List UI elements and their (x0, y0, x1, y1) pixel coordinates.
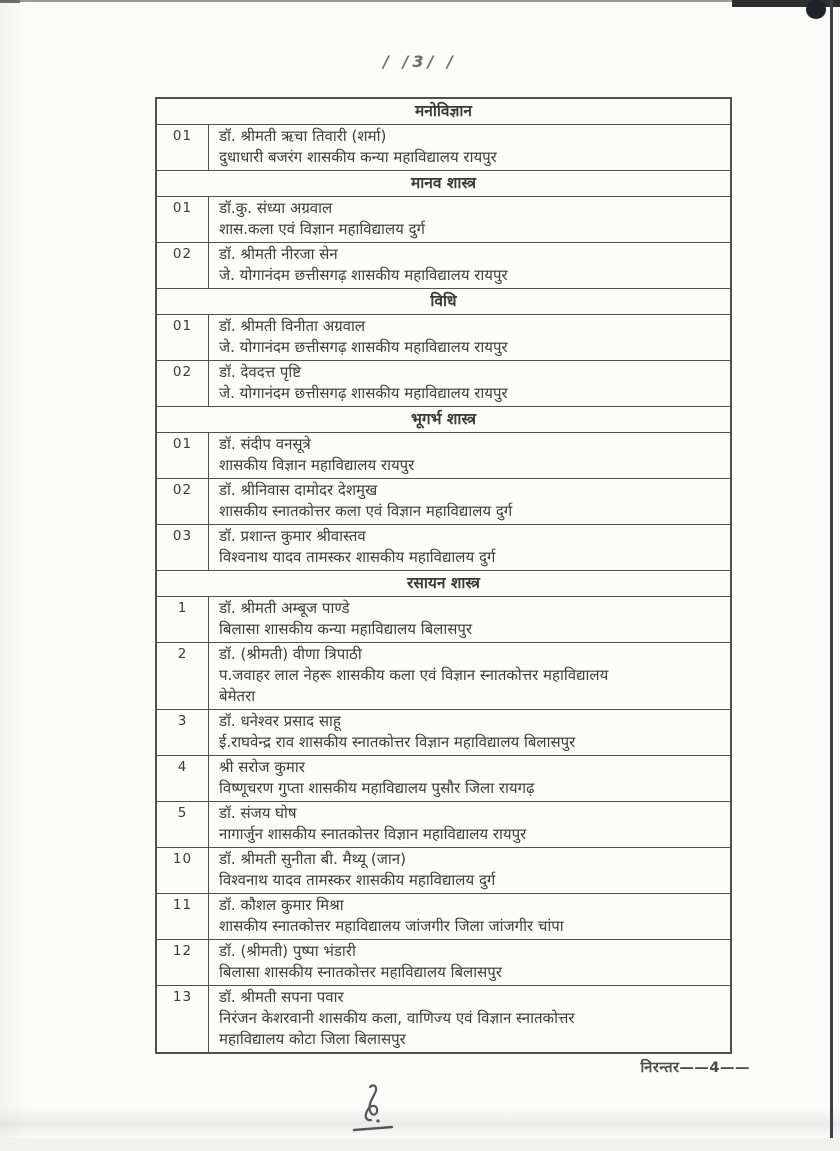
institution-name: शासकीय विज्ञान महाविद्यालय रायपुर (219, 456, 415, 474)
continuation-note: निरन्तर——4—— (640, 1060, 750, 1076)
institution-name: बेमेतरा (219, 687, 256, 705)
entry-cell (209, 315, 730, 360)
serial-number-cell: 01 (157, 315, 209, 360)
person-name: डॉ. श्रीनिवास दामोदर देशमुख (219, 481, 378, 499)
page-number: / /3/ / (383, 52, 457, 71)
person-name: डॉ. कौशल कुमार मिश्रा (219, 896, 344, 914)
section-header: मानव शास्त्र (157, 170, 730, 196)
table-row (157, 478, 730, 524)
person-name: डॉ. (श्रीमती) वीणा त्रिपाठी (219, 645, 362, 663)
institution-name: निरंजन केशरवानी शासकीय कला, वाणिज्य एवं विज्ञान स्नातकोत्तर (219, 1009, 575, 1027)
entry-cell (209, 479, 730, 524)
serial-number-cell: 02 (157, 361, 209, 406)
serial-number-cell: 12 (157, 940, 209, 985)
scan-bottom-edge (0, 1138, 840, 1151)
document-content (155, 97, 750, 1139)
entry-cell (209, 802, 730, 847)
table-row (157, 196, 730, 242)
entry-cell (209, 525, 730, 570)
serial-number-cell: 01 (157, 433, 209, 478)
person-name: डॉ. धनेश्वर प्रसाद साहू (219, 712, 341, 730)
table-row (157, 242, 730, 288)
person-name: डॉ.कु. संध्या अग्रवाल (219, 199, 333, 217)
serial-number-cell: 02 (157, 243, 209, 288)
person-name: डॉ. श्रीमती अम्बूज पाण्डे (219, 599, 350, 617)
serial-number-cell: 13 (157, 986, 209, 1052)
person-name: डॉ. श्रीमती सपना पवार (219, 988, 344, 1006)
institution-name: शासकीय स्नातकोत्तर कला एवं विज्ञान महाविद्यालय दुर्ग (219, 502, 513, 520)
serial-number-cell: 10 (157, 848, 209, 893)
faculty-table (155, 97, 732, 1054)
table-row (157, 642, 730, 709)
entry-cell (209, 940, 730, 985)
section-header: भूगर्भ शास्त्र (157, 406, 730, 432)
entry-cell (209, 710, 730, 755)
institution-name: विश्वनाथ यादव तामस्कर शासकीय महाविद्यालय दुर्ग (219, 548, 496, 566)
table-row (157, 755, 730, 801)
institution-name: महाविद्यालय कोटा जिला बिलासपुर (219, 1030, 406, 1048)
institution-name: जे. योगानंदम छत्तीसगढ़ शासकीय महाविद्यालय रायपुर (219, 266, 508, 284)
person-name: डॉ. (श्रीमती) पुष्पा भंडारी (219, 942, 356, 960)
serial-number-cell: 03 (157, 525, 209, 570)
serial-number-cell: 4 (157, 756, 209, 801)
table-row (157, 801, 730, 847)
entry-cell (209, 756, 730, 801)
table-row (157, 360, 730, 406)
table-row (157, 847, 730, 893)
institution-name: जे. योगानंदम छत्तीसगढ़ शासकीय महाविद्यालय रायपुर (219, 338, 508, 356)
section-header: विधि (157, 288, 730, 314)
institution-name: शासकीय स्नातकोत्तर महाविद्यालय जांजगीर जिला जांजगीर चांपा (219, 917, 564, 935)
institution-name: जे. योगानंदम छत्तीसगढ़ शासकीय महाविद्यालय रायपुर (219, 384, 508, 402)
entry-cell (209, 643, 730, 709)
person-name: डॉ. प्रशान्त कुमार श्रीवास्तव (219, 527, 366, 545)
institution-name: शास.कला एवं विज्ञान महाविद्यालय दुर्ग (219, 220, 425, 238)
table-row (157, 314, 730, 360)
institution-name: बिलासा शासकीय कन्या महाविद्यालय बिलासपुर (219, 620, 473, 638)
table-row (157, 985, 730, 1052)
person-name: डॉ. श्रीमती सुनीता बी. मैथ्यू (जान) (219, 850, 406, 868)
person-name: डॉ. श्रीमती ऋचा तिवारी (शर्मा) (219, 127, 387, 145)
person-name: डॉ. संजय घोष (219, 804, 297, 822)
entry-cell (209, 361, 730, 406)
serial-number-cell: 11 (157, 894, 209, 939)
person-name: डॉ. संदीप वनसूत्रे (219, 435, 311, 453)
scan-top-left-mark (0, 0, 20, 3)
institution-name: ई.राघवेन्द्र राव शासकीय स्नातकोत्तर विज्ञान महाविद्यालय बिलासपुर (219, 733, 576, 751)
entry-cell (209, 197, 730, 242)
table-row (157, 524, 730, 570)
institution-name: विष्णूचरण गुप्ता शासकीय महाविद्यालय पुसौर जिला रायगढ़ (219, 779, 535, 797)
table-row (157, 432, 730, 478)
serial-number-cell: 1 (157, 597, 209, 642)
table-row (157, 709, 730, 755)
entry-cell (209, 986, 730, 1052)
institution-name: प.जवाहर लाल नेहरू शासकीय कला एवं विज्ञान स्नातकोत्तर महाविद्यालय (219, 666, 609, 684)
serial-number-cell: 5 (157, 802, 209, 847)
scan-right-edge-line (830, 0, 833, 1138)
entry-cell (209, 433, 730, 478)
table-row (157, 893, 730, 939)
serial-number-cell: 3 (157, 710, 209, 755)
scan-top-edge-line (0, 0, 840, 2)
person-name: डॉ. श्रीमती विनीता अग्रवाल (219, 317, 366, 335)
table-row (157, 939, 730, 985)
table-row (157, 596, 730, 642)
entry-cell (209, 597, 730, 642)
entry-cell (209, 243, 730, 288)
entry-cell (209, 848, 730, 893)
institution-name: बिलासा शासकीय स्नातकोत्तर महाविद्यालय बिलासपुर (219, 963, 502, 981)
institution-name: नागार्जुन शासकीय स्नातकोत्तर विज्ञान महाविद्यालय रायपुर (219, 825, 527, 843)
institution-name: विश्वनाथ यादव तामस्कर शासकीय महाविद्यालय दुर्ग (219, 871, 496, 889)
person-name: श्री सरोज कुमार (219, 758, 305, 776)
person-name: डॉ. श्रीमती नीरजा सेन (219, 245, 338, 263)
serial-number-cell: 2 (157, 643, 209, 709)
serial-number-cell: 01 (157, 197, 209, 242)
serial-number-cell: 01 (157, 125, 209, 170)
scan-corner-blob (806, 0, 826, 19)
section-header: रसायन शास्त्र (157, 570, 730, 596)
person-name: डॉ. देवदत्त पृष्टि (219, 363, 302, 381)
institution-name: दुधाधारी बजरंग शासकीय कन्या महाविद्यालय रायपुर (219, 148, 497, 166)
serial-number-cell: 02 (157, 479, 209, 524)
entry-cell (209, 894, 730, 939)
section-header: मनोविज्ञान (414, 102, 473, 120)
entry-cell (209, 125, 730, 170)
table-row (157, 124, 730, 170)
signature-mark (340, 1081, 410, 1139)
